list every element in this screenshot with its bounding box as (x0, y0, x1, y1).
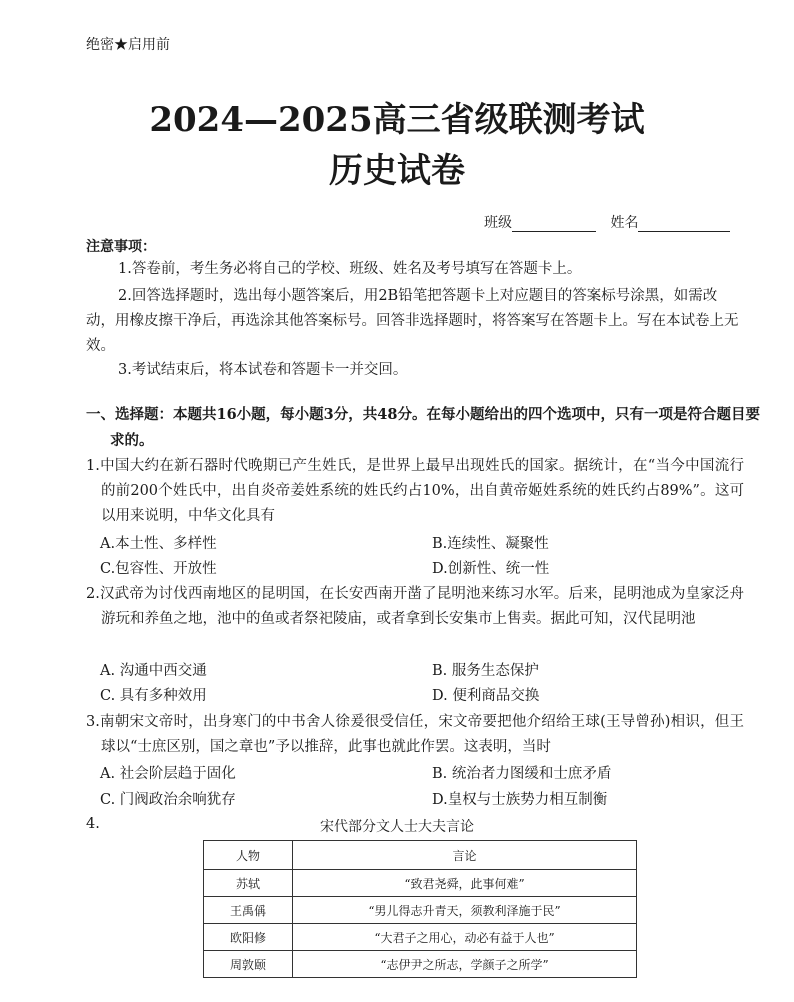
note-item-2: 2.回答选择题时，选出每小题答案后，用2B铅笔把答题卡上对应题目的答案标号涂黑，如需改动，用橡皮擦干净后，再选涂其他答案标号。回答非选择题时，将答案写在答题卡上。写在本试卷上无效。 (86, 288, 739, 354)
person-cell: 周敦颐 (204, 951, 293, 978)
exam-title: 2024—2025高三省级联测考试 (149, 100, 645, 140)
table-row (204, 951, 637, 978)
quote-cell: “致君尧舜，此事何难” (293, 870, 637, 897)
option-1b: B.连续性、凝聚性 (432, 536, 549, 552)
option-1a: A.本土性、多样性 (100, 536, 217, 552)
option-3a: A. 社会阶层趋于固化 (100, 766, 236, 782)
option-1c: C.包容性、开放性 (100, 561, 217, 577)
question-2 (86, 582, 744, 632)
question-1 (86, 454, 744, 529)
section-heading: 一、选择题：本题共16小题，每小题3分，共48分。在每小题给出的四个选项中，只有一项是符合题目要求的。 (86, 406, 760, 449)
header-person: 人物 (204, 841, 293, 870)
option-2b: B. 服务生态保护 (432, 663, 539, 679)
quote-cell: “大君子之用心，动必有益于人也” (293, 924, 637, 951)
question-stem: 1.中国大约在新石器时代晚期已产生姓氏，是世界上最早出现姓氏的国家。据统计，在“当今中国流行的前200个姓氏中，出自炎帝姜姓系统的姓氏约占10%，出自黄帝姬姓系统的姓氏约占89%”。这可以用来说明，中华文化具有 (86, 458, 744, 524)
exam-subtitle: 历史试卷 (329, 151, 465, 191)
table-row (204, 870, 637, 897)
table-header-row (204, 841, 637, 870)
quotes-table (203, 840, 637, 978)
quote-cell: “男儿得志升青天，须教利泽施于民” (293, 897, 637, 924)
question-3 (86, 710, 744, 760)
option-3b: B. 统治者力图缓和士庶矛盾 (432, 766, 612, 782)
table-caption: 宋代部分文人士大夫言论 (320, 819, 474, 835)
secret-mark: 绝密★启用前 (86, 37, 170, 53)
person-cell: 欧阳修 (204, 924, 293, 951)
notes-heading: 注意事项： (86, 239, 156, 255)
option-3c: C. 门阀政治余响犹存 (100, 792, 236, 808)
quote-cell: “志伊尹之所志，学颜子之所学” (293, 951, 637, 978)
table-row (204, 924, 637, 951)
person-cell: 王禹偁 (204, 897, 293, 924)
name-label: 姓名 (610, 215, 639, 231)
person-cell: 苏轼 (204, 870, 293, 897)
class-blank (512, 218, 596, 232)
question-stem: 3.南朝宋文帝时，出身寒门的中书舍人徐爰很受信任，宋文帝要把他介绍给王球(王导曾孙)相识，但王球以“士庶区别，国之章也”予以推辞，此事也就此作罢。这表明，当时 (86, 714, 744, 755)
option-2c: C. 具有多种效用 (100, 688, 207, 704)
option-1d: D.创新性、统一性 (432, 561, 550, 577)
note-item-3: 3.考试结束后，将本试卷和答题卡一并交回。 (118, 362, 408, 378)
option-2d: D. 便利商品交换 (432, 688, 540, 704)
student-fields (484, 212, 730, 232)
name-blank (638, 218, 730, 232)
class-label: 班级 (484, 215, 512, 231)
header-quote: 言论 (293, 841, 637, 870)
question-4-number: 4. (86, 816, 100, 832)
option-2a: A. 沟通中西交通 (100, 663, 207, 679)
table-row (204, 897, 637, 924)
question-stem: 2.汉武帝为讨伐西南地区的昆明国，在长安西南开凿了昆明池来练习水军。后来，昆明池成为皇家泛舟游玩和养鱼之地，池中的鱼或者祭祀陵庙，或者拿到长安集市上售卖。据此可知，汉代昆明池 (86, 586, 744, 627)
note-item-1: 1.答卷前，考生务必将自己的学校、班级、姓名及考号填写在答题卡上。 (118, 261, 582, 277)
option-3d: D.皇权与士族势力相互制衡 (432, 792, 608, 808)
